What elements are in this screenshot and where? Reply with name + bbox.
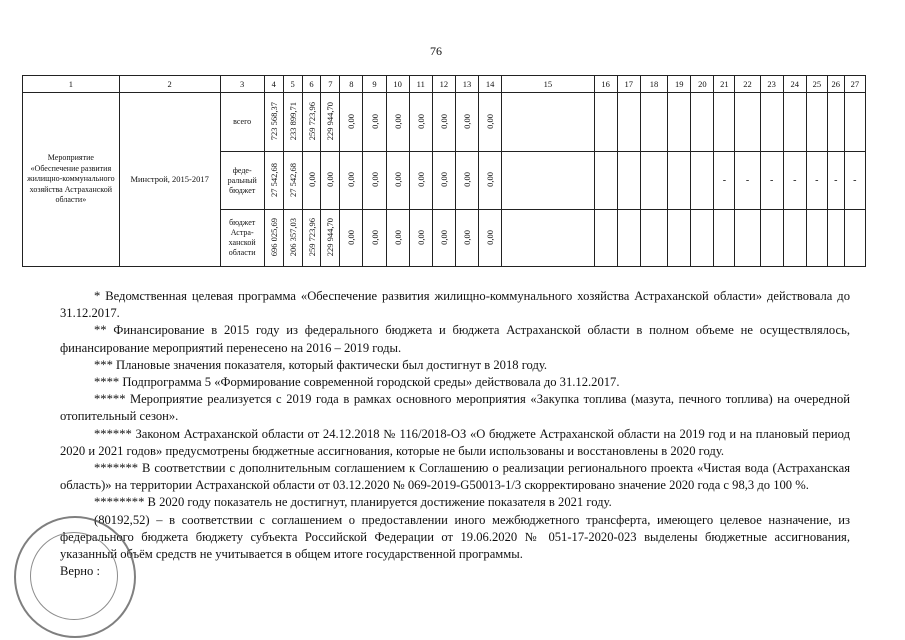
value-cell: 0,00 — [325, 172, 336, 187]
footnotes — [60, 288, 850, 580]
col-header: 15 — [502, 76, 594, 93]
col-header: 4 — [264, 76, 283, 93]
indicator-cell — [594, 210, 617, 267]
col-header: 25 — [806, 76, 827, 93]
col-header: 27 — [844, 76, 865, 93]
indicator-cell — [668, 93, 691, 152]
stamp-inner-ring — [30, 532, 118, 620]
indicator-cell — [617, 93, 640, 152]
certification-text: Верно : — [60, 564, 100, 579]
indicator-cell — [844, 93, 865, 152]
value-cell: 723 568,37 — [268, 101, 279, 141]
indicator-cell: - — [783, 152, 806, 210]
indicator-cell — [594, 93, 617, 152]
col-header: 23 — [760, 76, 783, 93]
indicator-cell — [714, 210, 735, 267]
indicator-cell — [827, 93, 844, 152]
col-header: 3 — [220, 76, 264, 93]
value-cell: 229 944,70 — [325, 217, 336, 257]
value-cell: 0,00 — [485, 229, 496, 245]
col-header: 12 — [432, 76, 455, 93]
value-cell: 0,00 — [415, 229, 426, 245]
footnote: ****** Законом Астраханской области от 24.12.2018 № 116/2018-ОЗ «О бюджете Астраханской области на 2019 год и на плановый период 2020 и 2021 годов» предусмотрены бюджетные ассигнования, которые не были использованы и восстановлены в 2020 году. — [60, 426, 850, 458]
indicator-cell — [668, 152, 691, 210]
indicator-cell — [783, 93, 806, 152]
indicator-cell — [502, 152, 594, 210]
col-header: 7 — [321, 76, 340, 93]
indicator-cell — [691, 93, 714, 152]
indicator-cell — [640, 152, 667, 210]
indicator-cell — [735, 210, 760, 267]
value-cell: 0,00 — [346, 113, 357, 129]
indicator-cell: - — [827, 152, 844, 210]
value-cell: 27 542,68 — [268, 162, 279, 197]
value-cell: 0,00 — [438, 229, 449, 245]
col-header: 9 — [363, 76, 386, 93]
col-header: 1 — [23, 76, 120, 93]
footnote: * Ведомственная целевая программа «Обеспечение развития жилищно-коммунального хозяйства Астраханской области» действовала до 31.12.2017. — [60, 289, 850, 321]
footnote: ***** Мероприятие реализуется с 2019 года в рамках основного мероприятия «Закупка топлива (мазута, печного топлива) на очередной отопительный сезон». — [60, 392, 850, 424]
indicator-cell — [617, 152, 640, 210]
indicator-cell — [806, 210, 827, 267]
col-header: 26 — [827, 76, 844, 93]
indicator-cell — [502, 93, 594, 152]
col-header: 11 — [409, 76, 432, 93]
footnote: ** Финансирование в 2015 году из федерального бюджета и бюджета Астраханской области в полном объеме не осуществлялось, финансирование мероприятий перенесено на 2016 – 2019 годы. — [60, 323, 850, 355]
value-cell: 229 944,70 — [325, 101, 336, 141]
footnote: **** Подпрограмма 5 «Формирование современной городской среды» действовала до 31.12.2017. — [94, 375, 620, 390]
source-cell: бюджет Астра-ханской области — [220, 210, 264, 267]
header-row — [23, 76, 866, 93]
col-header: 19 — [668, 76, 691, 93]
table-row — [23, 93, 866, 152]
indicator-cell — [691, 152, 714, 210]
source-cell: всего — [220, 93, 264, 152]
footnote: ******** В 2020 году показатель не достигнут, планируется достижение показателя в 2021 году. — [94, 495, 612, 510]
indicator-cell — [502, 210, 594, 267]
value-cell: 0,00 — [438, 172, 449, 187]
indicator-cell — [783, 210, 806, 267]
value-cell: 0,00 — [346, 229, 357, 245]
value-cell: 0,00 — [346, 172, 357, 187]
value-cell: 0,00 — [369, 113, 380, 129]
value-cell: 0,00 — [415, 113, 426, 129]
page-number: 76 — [430, 44, 442, 58]
value-cell: 0,00 — [461, 172, 472, 187]
indicator-cell — [735, 93, 760, 152]
footnote: ******* В соответствии с дополнительным соглашением к Соглашению о реализации регионального проекта «Чистая вода (Астраханская область)» на территории Астраханской области от 03.12.2020 № 069-2019-G50013-1/3 скорректировано значение 2020 года с 98,3 до 100 %. — [60, 461, 850, 493]
value-cell: 0,00 — [369, 229, 380, 245]
col-header: 17 — [617, 76, 640, 93]
value-cell: 0,00 — [485, 113, 496, 129]
value-cell: 259 723,96 — [306, 217, 317, 257]
footnote: (80192,52) – в соответствии с соглашением о предоставлении иного межбюджетного трансферта, имеющего целевое назначение, из федерального бюджета бюджету субъекта Российской Федерации от 19.06.2020 № 051-17-2020-023 выделены бюджетные ассигнования, указанный объём средств не учитывается в общем итоге государственной программы. — [60, 512, 850, 562]
col-header: 13 — [455, 76, 478, 93]
col-header: 5 — [283, 76, 302, 93]
source-cell: феде-ральный бюджет — [220, 152, 264, 210]
col-header: 14 — [479, 76, 502, 93]
indicator-cell — [844, 210, 865, 267]
value-cell: 0,00 — [392, 172, 403, 187]
indicator-cell — [691, 210, 714, 267]
event-cell: Мероприятие «Обеспечение развития жилищно-коммунального хозяйства Астраханской области» — [23, 93, 120, 267]
value-cell: 0,00 — [438, 113, 449, 129]
executor-cell: Минстрой, 2015-2017 — [119, 93, 220, 267]
value-cell: 206 357,03 — [287, 217, 298, 257]
indicator-cell — [617, 210, 640, 267]
value-cell: 0,00 — [306, 172, 317, 187]
value-cell: 0,00 — [415, 172, 426, 187]
value-cell: 0,00 — [461, 113, 472, 129]
budget-table — [22, 75, 866, 267]
indicator-cell — [806, 93, 827, 152]
col-header: 2 — [119, 76, 220, 93]
col-header: 22 — [735, 76, 760, 93]
col-header: 21 — [714, 76, 735, 93]
col-header: 10 — [386, 76, 409, 93]
indicator-cell — [640, 93, 667, 152]
indicator-cell — [827, 210, 844, 267]
indicator-cell — [714, 93, 735, 152]
value-cell: 259 723,96 — [306, 101, 317, 141]
official-stamp — [14, 516, 136, 638]
col-header: 8 — [340, 76, 363, 93]
value-cell: 233 899,71 — [287, 101, 298, 141]
indicator-cell — [760, 93, 783, 152]
value-cell: 0,00 — [461, 229, 472, 245]
indicator-cell: - — [844, 152, 865, 210]
value-cell: 27 542,68 — [287, 162, 298, 197]
col-header: 24 — [783, 76, 806, 93]
indicator-cell — [760, 210, 783, 267]
value-cell: 0,00 — [392, 113, 403, 129]
col-header: 18 — [640, 76, 667, 93]
value-cell: 0,00 — [485, 172, 496, 187]
value-cell: 696 025,69 — [268, 217, 279, 257]
col-header: 6 — [302, 76, 321, 93]
col-header: 16 — [594, 76, 617, 93]
value-cell: 0,00 — [392, 229, 403, 245]
footnote: *** Плановые значения показателя, который фактически был достигнут в 2018 году. — [94, 357, 548, 372]
indicator-cell: - — [714, 152, 735, 210]
indicator-cell — [594, 152, 617, 210]
indicator-cell: - — [735, 152, 760, 210]
col-header: 20 — [691, 76, 714, 93]
value-cell: 0,00 — [369, 172, 380, 187]
indicator-cell — [668, 210, 691, 267]
indicator-cell: - — [760, 152, 783, 210]
indicator-cell: - — [806, 152, 827, 210]
indicator-cell — [640, 210, 667, 267]
